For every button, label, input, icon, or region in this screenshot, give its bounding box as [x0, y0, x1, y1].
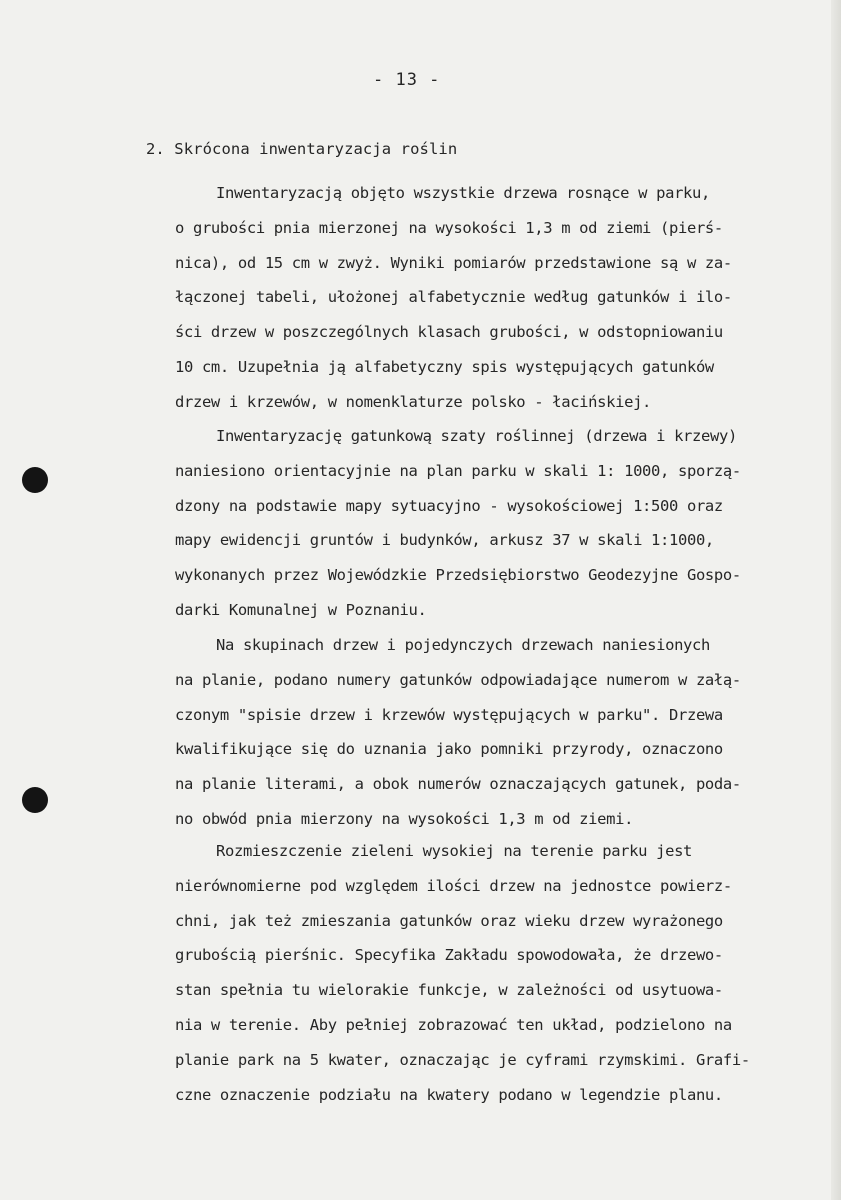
paper-edge	[831, 0, 841, 1200]
paragraph-4	[175, 834, 825, 1112]
paragraph-line: chni, jak też zmieszania gatunków oraz wieku drzew wyrażonego	[175, 911, 723, 930]
paragraph-line: łączonej tabeli, ułożonej alfabetycznie według gatunków i ilo-	[175, 288, 732, 307]
paragraph-2	[175, 419, 825, 628]
paragraph-line: nia w terenie. Aby pełniej zobrazować ten układ, podzielono na	[175, 1015, 732, 1034]
paragraph-line: na planie, podano numery gatunków odpowiadające numerom w załą-	[175, 670, 741, 689]
paragraph-line: o grubości pnia mierzonej na wysokości 1,3 m od ziemi (pierś-	[175, 218, 723, 237]
punch-hole-top	[22, 467, 48, 493]
paragraph-line: wykonanych przez Wojewódzkie Przedsiębiorstwo Geodezyjne Gospo-	[175, 566, 741, 585]
paragraph-line: 10 cm. Uzupełnia ją alfabetyczny spis występujących gatunków	[175, 357, 714, 376]
punch-hole-bottom	[22, 787, 48, 813]
paragraph-line: Inwentaryzację gatunkową szaty roślinnej (drzewa i krzewy)	[216, 427, 737, 445]
paragraph-line: kwalifikujące się do uznania jako pomniki przyrody, oznaczono	[175, 740, 723, 759]
paragraph-3	[175, 628, 825, 837]
paragraph-line: czne oznaczenie podziału na kwatery podano w legendzie planu.	[175, 1085, 723, 1104]
paragraph-line: Rozmieszczenie zieleni wysokiej na terenie parku jest	[216, 842, 693, 860]
paragraph-line: no obwód pnia mierzony na wysokości 1,3 m od ziemi.	[175, 809, 634, 828]
paragraph-line: darki Komunalnej w Poznaniu.	[175, 600, 427, 619]
page-number: - 13 -	[373, 70, 441, 90]
paragraph-line: ści drzew w poszczególnych klasach grubości, w odstopniowaniu	[175, 323, 723, 342]
paragraph-line: mapy ewidencji gruntów i budynków, arkusz 37 w skali 1:1000,	[175, 531, 714, 550]
paragraph-line: naniesiono orientacyjnie na plan parku w skali 1: 1000, sporzą-	[175, 461, 741, 480]
paragraph-line: nierównomierne pod względem ilości drzew na jednostce powierz-	[175, 876, 732, 895]
section-title: 2. Skrócona inwentaryzacja roślin	[146, 140, 458, 158]
paragraph-line: planie park na 5 kwater, oznaczając je cyframi rzymskimi. Grafi-	[175, 1050, 750, 1069]
paragraph-line: Inwentaryzacją objęto wszystkie drzewa rosnące w parku,	[216, 184, 710, 202]
paragraph-line: na planie literami, a obok numerów oznaczających gatunek, poda-	[175, 775, 741, 794]
paragraph-line: Na skupinach drzew i pojedynczych drzewach naniesionych	[216, 636, 710, 654]
paragraph-line: nica), od 15 cm w zwyż. Wyniki pomiarów przedstawione są w za-	[175, 253, 732, 272]
paragraph-line: stan spełnia tu wielorakie funkcje, w zależności od usytuowa-	[175, 981, 723, 1000]
paragraph-line: grubością pierśnic. Specyfika Zakładu spowodowała, że drzewo-	[175, 946, 723, 965]
paragraph-line: drzew i krzewów, w nomenklaturze polsko - łacińskiej.	[175, 392, 652, 411]
paragraph-1	[175, 176, 825, 420]
paragraph-line: czonym "spisie drzew i krzewów występujących w parku". Drzewa	[175, 705, 723, 724]
paragraph-line: dzony na podstawie mapy sytuacyjno - wysokościowej 1:500 oraz	[175, 496, 723, 515]
